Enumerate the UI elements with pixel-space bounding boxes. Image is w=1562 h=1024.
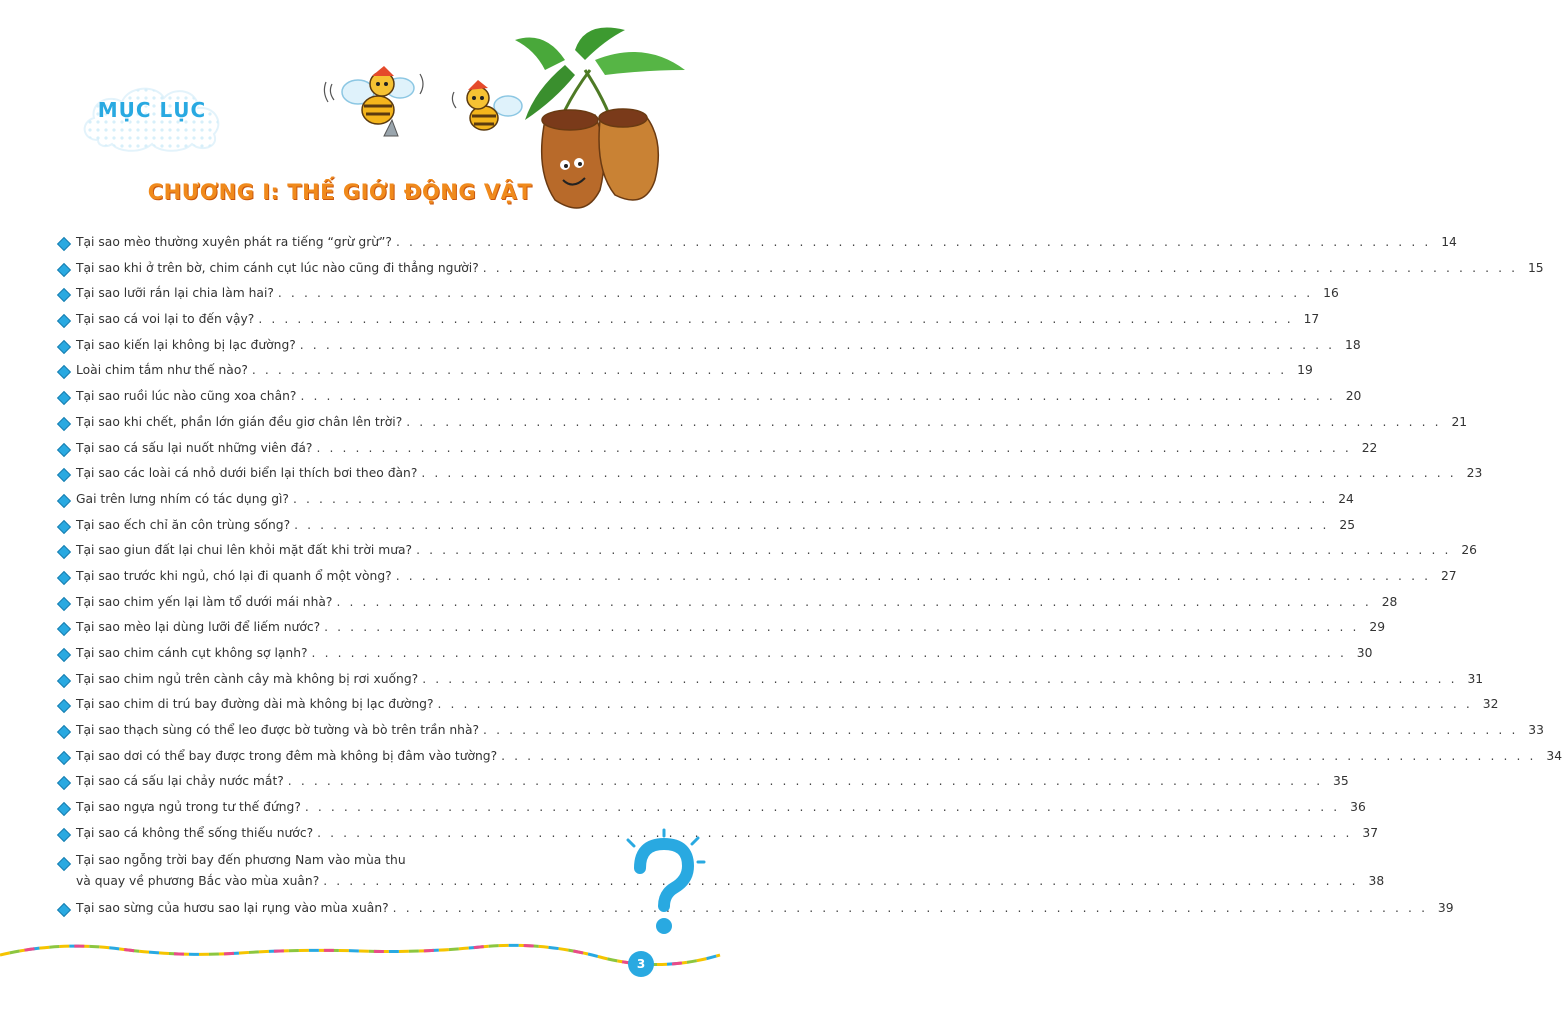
toc-page-number: 15 (1527, 260, 1544, 275)
decorative-wave (0, 935, 720, 975)
toc-page-number: 14 (1441, 235, 1457, 249)
toc-item (56, 384, 1362, 410)
diamond-bullet-icon (57, 751, 71, 765)
diamond-bullet-icon (57, 340, 71, 354)
leader-dots: . . . . . . . . . . . . . . . . . . . . . . . . . . . . . . . . . . . . . . . . . . . . . . . . . . . . . . . . . . . . . . . . . . . . . . . . . . . . . . . . (311, 646, 1347, 660)
toc-page-number: 33 (1528, 723, 1544, 738)
toc-question: Tại sao giun đất lại chui lên khỏi mặt đất khi trời mưa? (76, 543, 413, 558)
leader-dots: . . . . . . . . . . . . . . . . . . . . . . . . . . . . . . . . . . . . . . . . . . . . . . . . . . . . . . . . . . . . . . . . . . . . . . . . . . . . . . . . (483, 723, 1518, 738)
toc-page-number: 25 (1339, 517, 1356, 532)
toc-item (56, 487, 1354, 513)
toc-item (56, 410, 1468, 436)
page-number: 3 (628, 951, 654, 977)
toc-question: Tại sao sừng của hươu sao lại rụng vào mùa xuân? (76, 900, 389, 915)
toc-question: Tại sao trước khi ngủ, chó lại đi quanh ổ một vòng? (76, 568, 392, 583)
diamond-bullet-icon (57, 365, 71, 379)
toc-item (56, 281, 1339, 307)
chapter-title: CHƯƠNG I: THẾ GIỚI ĐỘNG VẬT (147, 180, 533, 204)
toc-page-number: 24 (1338, 491, 1354, 506)
toc-question: Tại sao thạch sùng có thể leo được bờ tường và bò trên trần nhà? (76, 723, 480, 738)
toc-question: Tại sao khi ở trên bờ, chim cánh cụt lúc nào cũng đi thẳng người? (76, 260, 479, 275)
diamond-bullet-icon (57, 699, 71, 713)
diamond-bullet-icon (57, 314, 71, 328)
diamond-bullet-icon (57, 391, 71, 405)
diamond-bullet-icon (57, 622, 71, 636)
toc-item (56, 590, 1398, 616)
diamond-bullet-icon (57, 237, 71, 251)
toc-question: Tại sao các loài cá nhỏ dưới biển lại thích bơi theo đàn? (76, 466, 418, 481)
diamond-bullet-icon (57, 597, 71, 611)
toc-page-number: 36 (1350, 800, 1366, 815)
leader-dots: . . . . . . . . . . . . . . . . . . . . . . . . . . . . . . . . . . . . . . . . . . . . . . . . . . . . . . . . . . . . . . . . . . . . . . . . . . . . . . . . (336, 594, 1372, 609)
toc-page-number: 21 (1451, 414, 1468, 429)
toc-item (56, 744, 1562, 770)
toc-page-number: 37 (1362, 825, 1379, 840)
toc-question: Tại sao kiến lại không bị lạc đường? (76, 337, 296, 352)
toc-page-number: 16 (1323, 286, 1339, 301)
toc-item (56, 538, 1477, 564)
toc-item (56, 641, 1373, 667)
page-title: MỤC LỤC (97, 98, 207, 122)
toc-question: Tại sao cá không thể sống thiếu nước? (76, 825, 314, 840)
leader-dots: . . . . . . . . . . . . . . . . . . . . . . . . . . . . . . . . . . . . . . . . . . . . . . . . . . . . . . . . . . . . . . . . . . . . . . . . . . . . . . . . (482, 260, 1518, 275)
leader-dots: . . . . . . . . . . . . . . . . . . . . . . . . . . . . . . . . . . . . . . . . . . . . . . . . . . . . . . . . . . . . . . . . . . . . . . . . . . . . . . . . (316, 440, 1352, 455)
diamond-bullet-icon (57, 648, 71, 662)
leader-dots: . . . . . . . . . . . . . . . . . . . . . . . . . . . . . . . . . . . . . . . . . . . . . . . . . . . . . . . . . . . . . . . . . . . . . . . . . . . . . . . . (299, 337, 1335, 352)
toc-page-number: 32 (1482, 697, 1499, 712)
diamond-bullet-icon (57, 288, 71, 302)
toc-question: Tại sao chim di trú bay đường dài mà không bị lạc đường? (76, 697, 434, 712)
diamond-bullet-icon (57, 856, 71, 870)
leader-dots: . . . . . . . . . . . . . . . . . . . . . . . . . . . . . . . . . . . . . . . . . . . . . . . . . . . . . . . . . . . . . . . . . . . . . . . . . . . . . . . . (304, 800, 1340, 815)
toc-question: Tại sao mèo thường xuyên phát ra tiếng “grừ grừ”? (76, 235, 392, 249)
toc-item (56, 333, 1361, 359)
leader-dots: . . . . . . . . . . . . . . . . . . . . . . . . . . . . . . . . . . . . . . . . . . . . . . . . . . . . . . . . . . . . . . . . . . . . . . . . . . . . . . . . (501, 748, 1537, 763)
toc-page-number: 26 (1461, 543, 1477, 558)
toc-item (56, 821, 1379, 847)
toc-page-number: 20 (1345, 389, 1362, 404)
toc-question: Tại sao cá sấu lại chảy nước mắt? (76, 774, 284, 789)
toc-item (56, 358, 1313, 384)
leader-dots: . . . . . . . . . . . . . . . . . . . . . . . . . . . . . . . . . . . . . . . . . . . . . . . . . . . . . . . . . . . . . . . . . . . . . . . . . . . . . . . . (300, 389, 1336, 404)
diamond-bullet-icon (57, 519, 71, 533)
toc-question: Tại sao cá sấu lại nuốt những viên đá? (76, 440, 313, 455)
toc-question: Tại sao ếch chỉ ăn côn trùng sống? (76, 517, 291, 532)
diamond-bullet-icon (57, 725, 71, 739)
table-of-contents (56, 230, 1562, 921)
toc-page-number: 39 (1437, 900, 1454, 915)
leader-dots: . . . . . . . . . . . . . . . . . . . . . . . . . . . . . . . . . . . . . . . . . . . . . . . . . . . . . . . . . . . . . . . . . . . . . . . . . . . . . . . . (287, 774, 1323, 789)
diamond-bullet-icon (57, 468, 71, 482)
leader-dots: . . . . . . . . . . . . . . . . . . . . . . . . . . . . . . . . . . . . . . . . . . . . . . . . . . . . . . . . . . . . . . . . . . . . . . . . . . . . . . . . (422, 671, 1458, 686)
leader-dots: . . . . . . . . . . . . . . . . . . . . . . . . . . . . . . . . . . . . . . . . . . . . . . . . . . . . . . . . . . . . . . . . . . . . . . . . . . . . . . . . (437, 697, 1473, 712)
diamond-bullet-icon (57, 417, 71, 431)
toc-page-number: 30 (1356, 646, 1373, 660)
toc-page-number: 19 (1297, 363, 1313, 378)
toc-question: Tại sao dơi có thể bay được trong đêm mà không bị đâm vào tường? (76, 748, 498, 763)
toc-question: Tại sao chim yến lại làm tổ dưới mái nhà? (76, 594, 333, 609)
toc-item (56, 769, 1349, 795)
toc-question: Tại sao khi chết, phần lớn gián đều giơ chân lên trời? (76, 414, 403, 429)
toc-question: Tại sao ngỗng trời bay đến phương Nam vào mùa thu (76, 852, 406, 867)
toc-question: Tại sao ngựa ngủ trong tư thế đứng? (76, 800, 301, 815)
toc-question: Tại sao cá voi lại to đến vậy? (76, 312, 255, 327)
leader-dots: . . . . . . . . . . . . . . . . . . . . . . . . . . . . . . . . . . . . . . . . . . . . . . . . . . . . . . . . . . . . . . . . . . . . . . . . . . . . . . . . (416, 543, 1451, 558)
toc-page-number: 23 (1466, 466, 1483, 481)
toc-question: Tại sao ruồi lúc nào cũng xoa chân? (76, 389, 297, 404)
diamond-bullet-icon (57, 494, 71, 508)
diamond-bullet-icon (57, 571, 71, 585)
diamond-bullet-icon (57, 776, 71, 790)
leader-dots: . . . . . . . . . . . . . . . . . . . . . . . . . . . . . . . . . . . . . . . . . . . . . . . . . . . . . . . . . . . . . . . . . . . . . . . . . . . . . . . . (395, 235, 1431, 249)
toc-item (56, 461, 1483, 487)
toc-item (56, 692, 1499, 718)
leader-dots: . . . . . . . . . . . . . . . . . . . . . . . . . . . . . . . . . . . . . . . . . . . . . . . . . . . . . . . . . . . . . . . . . . . . . . . . . . . . . . . . (251, 363, 1287, 378)
leader-dots: . . . . . . . . . . . . . . . . . . . . . . . . . . . . . . . . . . . . . . . . . . . . . . . . . . . . . . . . . . . . . . . . . . . . . . . . . . . . . . . . (277, 286, 1313, 301)
diamond-bullet-icon (57, 263, 71, 277)
leader-dots: . . . . . . . . . . . . . . . . . . . . . . . . . . . . . . . . . . . . . . . . . . . . . . . . . . . . . . . . . . . . . . . . . . . . . . . . . . . . . . . . (421, 466, 1457, 481)
toc-item (56, 795, 1366, 821)
toc-question: Gai trên lưng nhím có tác dụng gì? (76, 491, 289, 506)
toc-page-number: 17 (1303, 312, 1320, 327)
toc-page-number: 35 (1333, 774, 1349, 789)
leader-dots: . . . . . . . . . . . . . . . . . . . . . . . . . . . . . . . . . . . . . . . . . . . . . . . . . . . . . . . . . . . . . . . . . . . . . . . . . . . . . . . . (395, 568, 1431, 583)
diamond-bullet-icon (57, 545, 71, 559)
toc-question: Loài chim tắm như thế nào? (76, 363, 248, 378)
diamond-bullet-icon (57, 802, 71, 816)
bee-icon (322, 62, 432, 147)
toc-question: Tại sao chim cánh cụt không sợ lạnh? (76, 646, 308, 660)
toc-item (56, 230, 1457, 256)
question-mark-icon (618, 830, 708, 940)
toc-item (56, 667, 1484, 693)
toc-item (56, 307, 1320, 333)
toc-question: Tại sao chim ngủ trên cành cây mà không bị rơi xuống? (76, 671, 419, 686)
toc-page-number: 38 (1368, 873, 1385, 888)
toc-item (56, 896, 1454, 922)
toc-page-number: 34 (1546, 748, 1562, 763)
toc-question: Tại sao lưỡi rắn lại chia làm hai? (76, 286, 274, 301)
toc-page-number: 28 (1381, 594, 1398, 609)
toc-page-number: 18 (1345, 337, 1361, 352)
toc-page-number: 29 (1369, 620, 1386, 635)
leader-dots: . . . . . . . . . . . . . . . . . . . . . . . . . . . . . . . . . . . . . . . . . . . . . . . . . . . . . . . . . . . . . . . . . . . . . . . . . . . . . . . . (323, 873, 1359, 888)
diamond-bullet-icon (57, 902, 71, 916)
leader-dots: . . . . . . . . . . . . . . . . . . . . . . . . . . . . . . . . . . . . . . . . . . . . . . . . . . . . . . . . . . . . . . . . . . . . . . . . . . . . . . . . (294, 517, 1330, 532)
toc-question-continued: và quay về phương Bắc vào mùa xuân? (76, 873, 320, 888)
toc-item (56, 850, 1385, 896)
leader-dots: . . . . . . . . . . . . . . . . . . . . . . . . . . . . . . . . . . . . . . . . . . . . . . . . . . . . . . . . . . . . . . . . . . . . . . . . . . . . . . . . (292, 491, 1328, 506)
toc-page-number: 22 (1361, 440, 1378, 455)
leader-dots: . . . . . . . . . . . . . . . . . . . . . . . . . . . . . . . . . . . . . . . . . . . . . . . . . . . . . . . . . . . . . . . . . . . . . . . . . . . . . . . . (317, 825, 1353, 840)
diamond-bullet-icon (57, 828, 71, 842)
diamond-bullet-icon (57, 442, 71, 456)
toc-page-number: 31 (1467, 671, 1484, 686)
leader-dots: . . . . . . . . . . . . . . . . . . . . . . . . . . . . . . . . . . . . . . . . . . . . . . . . . . . . . . . . . . . . . . . . . . . . . . . . . . . . . . . . (324, 620, 1360, 635)
toc-item (56, 564, 1457, 590)
leader-dots: . . . . . . . . . . . . . . . . . . . . . . . . . . . . . . . . . . . . . . . . . . . . . . . . . . . . . . . . . . . . . . . . . . . . . . . . . . . . . . . . (406, 414, 1442, 429)
diamond-bullet-icon (57, 674, 71, 688)
toc-question: Tại sao mèo lại dùng lưỡi để liếm nước? (76, 620, 321, 635)
leader-dots: . . . . . . . . . . . . . . . . . . . . . . . . . . . . . . . . . . . . . . . . . . . . . . . . . . . . . . . . . . . . . . . . . . . . . . . . . . . . . . . . (258, 312, 1294, 327)
toc-item (56, 436, 1378, 462)
leader-dots: . . . . . . . . . . . . . . . . . . . . . . . . . . . . . . . . . . . . . . . . . . . . . . . . . . . . . . . . . . . . . . . . . . . . . . . . . . . . . . . . (392, 900, 1428, 915)
toc-page-number: 27 (1440, 568, 1457, 583)
toc-item (56, 718, 1544, 744)
toc-item (56, 615, 1386, 641)
toc-item (56, 513, 1356, 539)
toc-item (56, 256, 1544, 282)
